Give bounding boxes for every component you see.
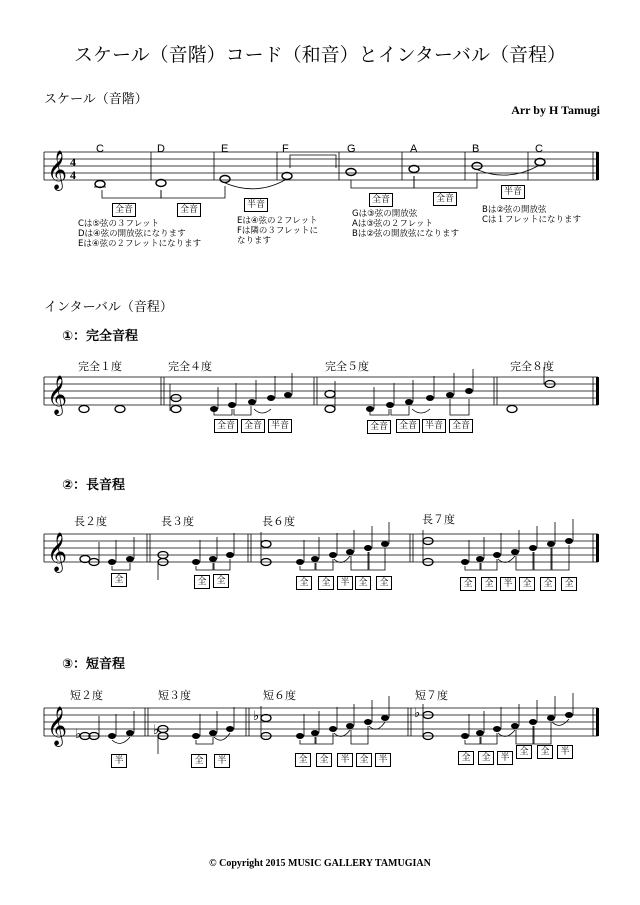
svg-text:𝄞: 𝄞 [47,706,68,746]
step-box: 半 [557,745,573,759]
step-box: 全音 [241,419,265,433]
step-box: 半 [497,751,513,765]
step-box: 全 [481,577,497,591]
step-box: 半音 [244,198,268,212]
note-name: B [472,143,480,155]
step-box: 半 [337,576,353,590]
interval-label: 長３度 [161,516,194,528]
step-box: 全音 [449,419,473,433]
note-name: E [221,143,229,155]
note-name: C [96,143,104,155]
interval-label: 短７度 [415,690,448,702]
step-box: 半 [500,577,516,591]
note-name: C [535,143,543,155]
interval-label: 長６度 [262,516,295,528]
annotation: Eは④弦の２フレット Fは隣の３フレットに なります [237,216,318,246]
interval-label: 長７度 [422,514,455,526]
step-box: 半 [111,754,127,768]
step-box: 全 [376,576,392,590]
interval-label: 短６度 [263,690,296,702]
step-box: 全 [561,577,577,591]
interval-label: 完全５度 [325,361,369,373]
step-box: 半 [337,753,353,767]
step-box: 全 [296,576,312,590]
step-box: 全音 [367,420,391,434]
svg-text:4: 4 [70,155,76,169]
scale-staff [0,150,640,210]
perfect-staff [0,375,640,425]
step-box: 全 [111,573,127,587]
page-title: スケール（音階）コード（和音）とインターバル（音程） [74,44,566,66]
annotation: Cは⑤弦の３フレット Dは④弦の開放弦になります Eは④弦の２フレットになります [78,219,202,249]
step-box: 半 [375,753,391,767]
step-box: 全 [460,577,476,591]
major-staff [0,532,640,582]
annotation: Gは③弦の開放弦 Aは③弦の２フレット Bは②弦の開放弦になります [352,209,459,239]
svg-text:𝄞: 𝄞 [47,150,68,190]
note-name: G [347,143,356,155]
svg-text:4: 4 [70,168,76,182]
minor-heading: ③：短音程 [62,657,126,672]
step-box: 全 [191,754,207,768]
scale-heading: スケール（音階） [44,92,148,107]
step-box: 半音 [501,185,525,199]
interval-label: 完全１度 [78,361,122,373]
step-box: 半音 [422,419,446,433]
step-box: 全音 [112,203,136,217]
step-box: 全 [295,753,311,767]
interval-label: 長２度 [74,516,107,528]
step-box: 全 [318,576,334,590]
step-box: 全 [519,577,535,591]
note-name: F [282,143,289,155]
interval-label: 完全８度 [510,361,554,373]
step-box: 全音 [433,192,457,206]
interval-label: 短３度 [158,690,191,702]
step-box: 全 [213,574,229,588]
perfect-heading: ①：完全音程 [62,329,139,344]
note-name: A [410,143,418,155]
step-box: 半音 [268,419,292,433]
step-box: 全 [316,753,332,767]
step-box: 全音 [396,419,420,433]
step-box: 全 [540,577,556,591]
svg-text:𝄞: 𝄞 [47,532,68,572]
step-box: 全 [356,753,372,767]
major-heading: ②：長音程 [62,478,126,493]
annotation: Bは②弦の開放弦 Cは１フレットになります [482,205,582,225]
step-box: 全 [355,576,371,590]
step-box: 全 [194,575,210,589]
step-box: 全音 [177,203,201,217]
svg-text:♭: ♭ [253,709,260,724]
arranger-credit: Arr by H Tamugi [511,103,600,117]
step-box: 全 [516,745,532,759]
copyright-footer: © Copyright 2015 MUSIC GALLERY TAMUGIAN [209,858,431,869]
step-box: 全音 [369,193,393,207]
svg-text:♭: ♭ [75,727,82,742]
step-box: 半 [214,754,230,768]
svg-text:♭: ♭ [153,723,160,738]
note-name: D [157,143,165,155]
svg-text:𝄞: 𝄞 [47,375,68,415]
interval-heading: インターバル（音程） [44,300,173,315]
interval-label: 短２度 [70,690,103,702]
interval-label: 完全４度 [168,361,212,373]
step-box: 全音 [214,419,238,433]
step-box: 全 [537,745,553,759]
svg-text:♭: ♭ [414,706,421,721]
step-box: 全 [458,751,474,765]
step-box: 全 [478,751,494,765]
